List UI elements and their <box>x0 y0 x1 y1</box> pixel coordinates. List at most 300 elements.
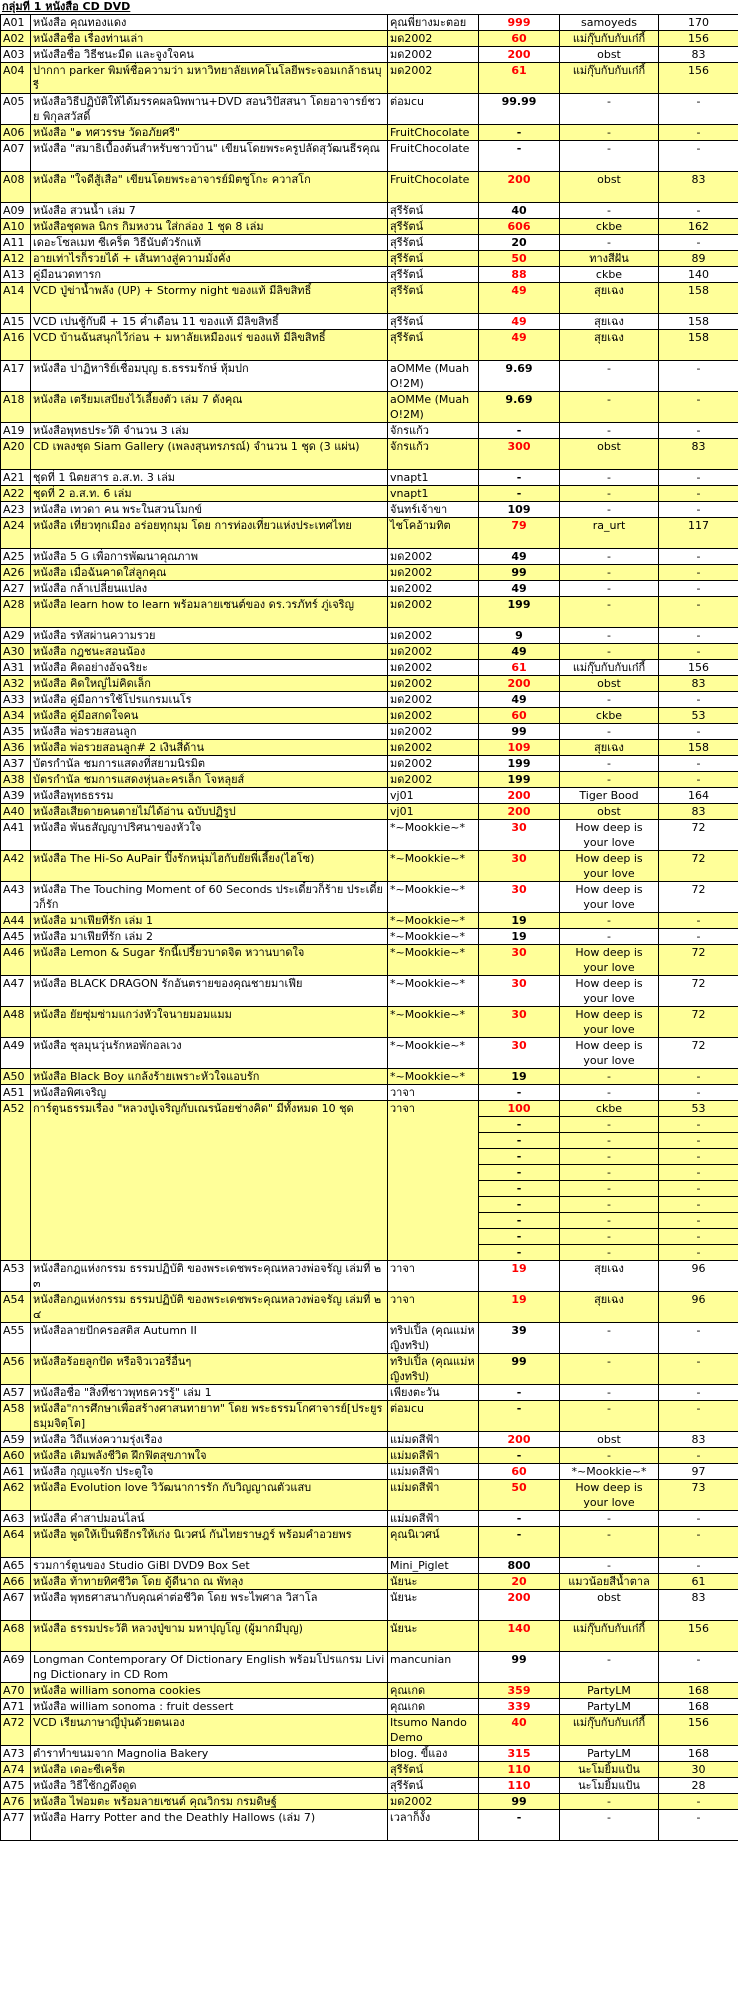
table-row <box>1 423 738 439</box>
table-row <box>1 772 738 788</box>
winning-bidder: How deep is your love <box>560 945 659 976</box>
item-description: ปากกา parker พิมพ์ชื่อความว่า มหาวิทยาลัยเทคโนโลยีพระจอมเกล้าธนบุรี <box>31 63 388 94</box>
table-row <box>1 502 738 518</box>
shipping-fee: 158 <box>659 283 738 314</box>
table-row <box>1 660 738 676</box>
shipping-fee: - <box>659 1354 738 1385</box>
winning-bidder: ra_urt <box>560 518 659 549</box>
item-description: หนังสือ เทวดา คน พระในสวนโมกข์ <box>31 502 388 518</box>
table-row <box>1 1511 738 1527</box>
winning-bidder: - <box>560 565 659 581</box>
bid-price: 19 <box>479 1261 560 1292</box>
item-code: A17 <box>1 361 31 392</box>
item-description: หนังสือเสียดายคนตายไม่ได้อ่าน ฉบับปฏิรูป <box>31 804 388 820</box>
shipping-fee: 83 <box>659 439 738 470</box>
bid-price: 30 <box>479 1038 560 1069</box>
winning-bidder: - <box>560 913 659 929</box>
seller-name: *~Mookkie~* <box>388 913 479 929</box>
item-description: หนังสือ พ่อรวยสอนลูก# 2 เงินสี่ด้าน <box>31 740 388 756</box>
shipping-fee: 156 <box>659 63 738 94</box>
winning-bidder: แม่กุ๊บกับกับเก๋กี้ <box>560 1621 659 1652</box>
seller-name: สุรีรัตน์ <box>388 1762 479 1778</box>
bid-price: 39 <box>479 1323 560 1354</box>
bid-price: 199 <box>479 772 560 788</box>
item-code: A50 <box>1 1069 31 1085</box>
seller-name: มด2002 <box>388 31 479 47</box>
item-code: A67 <box>1 1590 31 1621</box>
item-code: A27 <box>1 581 31 597</box>
shipping-fee: 158 <box>659 314 738 330</box>
item-description: VCD บ้านฉันสนุกไว้ก่อน + มหาลัยเหมืองแร่ ของแท้ มีลิขสิทธิ์ <box>31 330 388 361</box>
winning-bidder: สุยเฉง <box>560 330 659 361</box>
item-description: VCD เปนชู้กับผี + 15 ค่ำเดือน 11 ของแท้ มีลิขสิทธิ์ <box>31 314 388 330</box>
seller-name: คุณเกด <box>388 1699 479 1715</box>
winning-bidder: How deep is your love <box>560 976 659 1007</box>
table-row <box>1 47 738 63</box>
seller-name: มด2002 <box>388 581 479 597</box>
shipping-fee: 158 <box>659 740 738 756</box>
bid-price: 110 <box>479 1778 560 1794</box>
bid-price: 339 <box>479 1699 560 1715</box>
table-row <box>1 1038 738 1069</box>
shipping-fee: 156 <box>659 31 738 47</box>
item-description: หนังสือ คุณทองแดง <box>31 15 388 31</box>
table-row <box>1 756 738 772</box>
winning-bidder: PartyLM <box>560 1699 659 1715</box>
item-code: A24 <box>1 518 31 549</box>
seller-name: วาจา <box>388 1085 479 1101</box>
bid-price: 140 <box>479 1621 560 1652</box>
item-code: A38 <box>1 772 31 788</box>
item-code: A63 <box>1 1511 31 1527</box>
winning-bidder: ckbe <box>560 267 659 283</box>
seller-name: Itsumo Nando Demo <box>388 1715 479 1746</box>
winning-bidder: obst <box>560 1590 659 1621</box>
table-row <box>1 1683 738 1699</box>
seller-name: ไชโคอ้ามทิต <box>388 518 479 549</box>
item-description: หนังสือ มาเฟียที่รัก เล่ม 2 <box>31 929 388 945</box>
winning-bidder: - <box>560 597 659 628</box>
shipping-fee: 170 <box>659 15 738 31</box>
item-description: หนังสือ 5 G เพื่อการพัฒนาคุณภาพ <box>31 549 388 565</box>
table-row <box>1 94 738 125</box>
table-row <box>1 1810 738 1841</box>
seller-name: *~Mookkie~* <box>388 1069 479 1085</box>
item-description: หนังสือพุทธธรรม <box>31 788 388 804</box>
table-row <box>1 1261 738 1292</box>
seller-name: มด2002 <box>388 724 479 740</box>
bid-price: - <box>479 423 560 439</box>
bid-price: 99 <box>479 1652 560 1683</box>
table-row <box>1 392 738 423</box>
shipping-fee: - <box>659 502 738 518</box>
item-description: หนังสือ ยัยซุ่มซ่ามแกว่งหัวใจนายมอมแมม <box>31 1007 388 1038</box>
bid-price: 9 <box>479 628 560 644</box>
shipping-fee: - <box>659 628 738 644</box>
shipping-fee: 156 <box>659 1621 738 1652</box>
table-row <box>1 439 738 470</box>
item-description: การ์ตูนธรรมเรื่อง "หลวงปู่เจริญกับเณรน้อยช่างคิด" มีทั้งหมด 10 ชุด <box>31 1101 388 1261</box>
bid-price: 61 <box>479 63 560 94</box>
bid-price: 19 <box>479 929 560 945</box>
shipping-fee: 30 <box>659 1762 738 1778</box>
seller-name: ต่อมcu <box>388 1401 479 1432</box>
shipping-fee: 97 <box>659 1464 738 1480</box>
seller-name: มด2002 <box>388 676 479 692</box>
winning-bidder: - <box>560 392 659 423</box>
seller-name: FruitChocolate <box>388 125 479 141</box>
shipping-fee: - <box>659 470 738 486</box>
item-description: หนังสือ มาเฟียที่รัก เล่ม 1 <box>31 913 388 929</box>
item-code: A44 <box>1 913 31 929</box>
item-code: A19 <box>1 423 31 439</box>
seller-name: มด2002 <box>388 660 479 676</box>
item-description: หนังสือชื่อ วิธีชนะมืด และจูงใจคน <box>31 47 388 63</box>
bid-price: 49 <box>479 330 560 361</box>
seller-name: คุณนิเวศน์ <box>388 1527 479 1558</box>
shipping-fee: - <box>659 1323 738 1354</box>
table-row <box>1 1432 738 1448</box>
shipping-fee: 117 <box>659 518 738 549</box>
table-row <box>1 788 738 804</box>
item-code: A33 <box>1 692 31 708</box>
item-code: A58 <box>1 1401 31 1432</box>
winning-bidder: - <box>560 1181 659 1197</box>
winning-bidder: Tiger Bood <box>560 788 659 804</box>
bid-price: - <box>479 1213 560 1229</box>
winning-bidder: - <box>560 692 659 708</box>
table-row <box>1 581 738 597</box>
seller-name: แม่มดสีฟ้า <box>388 1480 479 1511</box>
table-row <box>1 1292 738 1323</box>
shipping-fee: - <box>659 94 738 125</box>
seller-name: แม่มดสีฟ้า <box>388 1432 479 1448</box>
item-description: หนังสือชุดพล นิกร กิมหงวน ใส่กล่อง 1 ชุด 8 เล่ม <box>31 219 388 235</box>
shipping-fee: 83 <box>659 804 738 820</box>
item-description: หนังสือ วิถีแห่งความรุ่งเรือง <box>31 1432 388 1448</box>
table-row <box>1 219 738 235</box>
item-code: A48 <box>1 1007 31 1038</box>
bid-price: 999 <box>479 15 560 31</box>
winning-bidder: PartyLM <box>560 1683 659 1699</box>
seller-name: แม่มดสีฟ้า <box>388 1511 479 1527</box>
shipping-fee: - <box>659 581 738 597</box>
table-row <box>1 470 738 486</box>
table-row <box>1 518 738 549</box>
winning-bidder: obst <box>560 676 659 692</box>
bid-price: - <box>479 1229 560 1245</box>
bid-price: - <box>479 1085 560 1101</box>
item-description: หนังสือร้อยลูกปัด หรือจิวเวอรี่อื่นๆ <box>31 1354 388 1385</box>
item-code: A16 <box>1 330 31 361</box>
bid-price: 99 <box>479 1794 560 1810</box>
table-row <box>1 31 738 47</box>
winning-bidder: - <box>560 1213 659 1229</box>
item-code: A54 <box>1 1292 31 1323</box>
bid-price: 200 <box>479 1590 560 1621</box>
bid-price: 199 <box>479 756 560 772</box>
seller-name: *~Mookkie~* <box>388 851 479 882</box>
winning-bidder: สุยเฉง <box>560 740 659 756</box>
item-code: A37 <box>1 756 31 772</box>
bid-price: 30 <box>479 945 560 976</box>
shipping-fee: - <box>659 772 738 788</box>
seller-name: vnapt1 <box>388 486 479 502</box>
seller-name: สุรีรัตน์ <box>388 267 479 283</box>
item-code: A29 <box>1 628 31 644</box>
shipping-fee: - <box>659 1181 738 1197</box>
table-row <box>1 740 738 756</box>
bid-price: 109 <box>479 502 560 518</box>
shipping-fee: 156 <box>659 660 738 676</box>
winning-bidder: - <box>560 724 659 740</box>
shipping-fee: - <box>659 1133 738 1149</box>
seller-name: เพียงตะวัน <box>388 1385 479 1401</box>
winning-bidder: - <box>560 1527 659 1558</box>
seller-name: มด2002 <box>388 1794 479 1810</box>
table-row <box>1 820 738 851</box>
item-code: A34 <box>1 708 31 724</box>
winning-bidder: - <box>560 1558 659 1574</box>
item-code: A62 <box>1 1480 31 1511</box>
shipping-fee: 83 <box>659 676 738 692</box>
table-row <box>1 692 738 708</box>
winning-bidder: - <box>560 1401 659 1432</box>
item-code: A09 <box>1 203 31 219</box>
bid-price: 61 <box>479 660 560 676</box>
table-row <box>1 708 738 724</box>
item-description: หนังสือ กล้าเปลี่ยนแปลง <box>31 581 388 597</box>
bid-price: 49 <box>479 283 560 314</box>
bid-price: - <box>479 1149 560 1165</box>
item-description: ตำราทำขนมจาก Magnolia Bakery <box>31 1746 388 1762</box>
item-code: A18 <box>1 392 31 423</box>
table-row <box>1 851 738 882</box>
seller-name: คุณพี่ยางมะตอย <box>388 15 479 31</box>
bid-price: - <box>479 1511 560 1527</box>
shipping-fee: 72 <box>659 882 738 913</box>
item-code: A35 <box>1 724 31 740</box>
bid-price: - <box>479 470 560 486</box>
bid-price: 109 <box>479 740 560 756</box>
winning-bidder: - <box>560 1245 659 1261</box>
seller-name: ต่อมcu <box>388 94 479 125</box>
item-code: A71 <box>1 1699 31 1715</box>
shipping-fee: - <box>659 1085 738 1101</box>
item-description: คู่มือนวดทารก <box>31 267 388 283</box>
item-description: หนังสือ คู่มือการใช้โปรแกรมเนโร <box>31 692 388 708</box>
shipping-fee: 72 <box>659 1038 738 1069</box>
item-code: A21 <box>1 470 31 486</box>
bid-price: 606 <box>479 219 560 235</box>
item-code: A06 <box>1 125 31 141</box>
shipping-fee: - <box>659 1527 738 1558</box>
table-row <box>1 913 738 929</box>
winning-bidder: นะโมยิ้มแป้น <box>560 1762 659 1778</box>
shipping-fee: - <box>659 1149 738 1165</box>
bid-price: 88 <box>479 267 560 283</box>
item-description: หนังสือ วิธีใช้กฎดึงดูด <box>31 1778 388 1794</box>
item-code: A15 <box>1 314 31 330</box>
winning-bidder: ทางสีฝัน <box>560 251 659 267</box>
bid-price: - <box>479 1448 560 1464</box>
item-code: A02 <box>1 31 31 47</box>
winning-bidder: ckbe <box>560 1101 659 1117</box>
winning-bidder: - <box>560 1133 659 1149</box>
bid-price: 200 <box>479 47 560 63</box>
item-description: หนังสือ The Hi-So AuPair ปิ๊งรักหนุ่มไฮกับยัยพี่เลี้ยง(ไฮโซ) <box>31 851 388 882</box>
seller-name: นัยนะ <box>388 1621 479 1652</box>
seller-name: สุรีรัตน์ <box>388 219 479 235</box>
item-description: หนังสือ เติมพลังชีวิต ฝึกฟิตสุขภาพใจ <box>31 1448 388 1464</box>
shipping-fee: - <box>659 203 738 219</box>
shipping-fee: 61 <box>659 1574 738 1590</box>
shipping-fee: - <box>659 929 738 945</box>
bid-price: - <box>479 1181 560 1197</box>
item-description: หนังสือชื่อ "สิ่งที่ชาวพุทธควรรู้" เล่ม 1 <box>31 1385 388 1401</box>
seller-name: *~Mookkie~* <box>388 882 479 913</box>
bid-price: 300 <box>479 439 560 470</box>
bid-price: 30 <box>479 851 560 882</box>
table-row <box>1 1574 738 1590</box>
seller-name: จักรแก้ว <box>388 439 479 470</box>
bid-price: - <box>479 1245 560 1261</box>
item-code: A61 <box>1 1464 31 1480</box>
seller-name: *~Mookkie~* <box>388 929 479 945</box>
shipping-fee: - <box>659 692 738 708</box>
table-row <box>1 929 738 945</box>
table-row <box>1 597 738 628</box>
item-description: เดอะโซลเมท ซีเคร็ต วิธีนับตัวรักแท้ <box>31 235 388 251</box>
item-code: A57 <box>1 1385 31 1401</box>
item-description: หนังสือพิศเจริญ <box>31 1085 388 1101</box>
item-code: A31 <box>1 660 31 676</box>
item-code: A32 <box>1 676 31 692</box>
item-description: หนังสือ "๑ ทศวรรษ วัดอภัยศรี" <box>31 125 388 141</box>
bid-price: 60 <box>479 708 560 724</box>
item-code: A12 <box>1 251 31 267</box>
item-code: A03 <box>1 47 31 63</box>
winning-bidder: - <box>560 486 659 502</box>
seller-name: สุรีรัตน์ <box>388 203 479 219</box>
table-row <box>1 1699 738 1715</box>
shipping-fee: - <box>659 423 738 439</box>
item-code: A40 <box>1 804 31 820</box>
bid-price: 60 <box>479 1464 560 1480</box>
shipping-fee: 53 <box>659 708 738 724</box>
table-row <box>1 1762 738 1778</box>
shipping-fee: - <box>659 1401 738 1432</box>
item-code: A01 <box>1 15 31 31</box>
winning-bidder: - <box>560 1652 659 1683</box>
table-row <box>1 1354 738 1385</box>
item-description: หนังสือ พ่อรวยสอนลูก <box>31 724 388 740</box>
shipping-fee: - <box>659 597 738 628</box>
bid-price: 60 <box>479 31 560 47</box>
item-code: A70 <box>1 1683 31 1699</box>
winning-bidder: - <box>560 235 659 251</box>
seller-name: เวลาก็งั้ง <box>388 1810 479 1841</box>
seller-name: มด2002 <box>388 692 479 708</box>
seller-name: vj01 <box>388 804 479 820</box>
shipping-fee: 83 <box>659 47 738 63</box>
bid-price: 800 <box>479 1558 560 1574</box>
shipping-fee: 168 <box>659 1746 738 1762</box>
seller-name: vnapt1 <box>388 470 479 486</box>
seller-name: มด2002 <box>388 565 479 581</box>
seller-name: มด2002 <box>388 708 479 724</box>
item-code: A64 <box>1 1527 31 1558</box>
winning-bidder: How deep is your love <box>560 882 659 913</box>
table-row <box>1 203 738 219</box>
item-description: ชุดที่ 1 นิตยสาร อ.ส.ท. 3 เล่ม <box>31 470 388 486</box>
bid-price: - <box>479 141 560 172</box>
bid-price: 19 <box>479 1292 560 1323</box>
bid-price: - <box>479 1385 560 1401</box>
shipping-fee: 28 <box>659 1778 738 1794</box>
winning-bidder: - <box>560 361 659 392</box>
item-description: หนังสือ สวนน้ำ เล่ม 7 <box>31 203 388 219</box>
seller-name: aOMMe (MuahO!2M) <box>388 392 479 423</box>
item-description: VCD ปู่ข่าน้ำพลัง (UP) + Stormy night ของแท้ มีลิขสิทธิ์ <box>31 283 388 314</box>
bid-price: 49 <box>479 644 560 660</box>
bid-price: 50 <box>479 1480 560 1511</box>
bid-price: 20 <box>479 1574 560 1590</box>
table-row <box>1 1558 738 1574</box>
table-row <box>1 628 738 644</box>
table-row <box>1 1527 738 1558</box>
bid-price: 315 <box>479 1746 560 1762</box>
seller-name: mancunian <box>388 1652 479 1683</box>
seller-name: *~Mookkie~* <box>388 976 479 1007</box>
item-description: หนังสือ เที่ยวทุกเมือง อร่อยทุกมุม โดย การท่องเที่ยวแห่งประเทศไทย <box>31 518 388 549</box>
winning-bidder: - <box>560 1511 659 1527</box>
shipping-fee: - <box>659 1165 738 1181</box>
item-code: A73 <box>1 1746 31 1762</box>
bid-price: 40 <box>479 203 560 219</box>
item-code: A36 <box>1 740 31 756</box>
winning-bidder: - <box>560 502 659 518</box>
winning-bidder: obst <box>560 47 659 63</box>
item-description: หนังสือ Black Boy แกล้งร้ายเพราะหัวใจแอบรัก <box>31 1069 388 1085</box>
winning-bidder: - <box>560 549 659 565</box>
winning-bidder: - <box>560 1385 659 1401</box>
table-row <box>1 141 738 172</box>
seller-name: วาจา <box>388 1261 479 1292</box>
shipping-fee: 83 <box>659 172 738 203</box>
seller-name: vj01 <box>388 788 479 804</box>
item-code: A11 <box>1 235 31 251</box>
shipping-fee: 168 <box>659 1699 738 1715</box>
item-description: หนังสือ พุทธศาสนากับคุณค่าต่อชีวิต โดย พระไพศาล วิสาโล <box>31 1590 388 1621</box>
winning-bidder: แมวน้อยสีน้ำตาล <box>560 1574 659 1590</box>
shipping-fee: 72 <box>659 820 738 851</box>
item-code: A76 <box>1 1794 31 1810</box>
shipping-fee: - <box>659 1448 738 1464</box>
seller-name: ทริปเปิ้ล (คุณแม่หญิงทริป) <box>388 1323 479 1354</box>
bid-price: 200 <box>479 676 560 692</box>
item-description: หนังสือวิธีปฏิบัติให้ได้มรรคผลนิพพาน+DVD สอนวิปัสสนา โดยอาจารย์ชวย พิกุลสวัสดิ์ <box>31 94 388 125</box>
winning-bidder: PartyLM <box>560 1746 659 1762</box>
item-description: หนังสือ Lemon & Sugar รักนี้เปรี้ยวบาดจิต หวานบาดใจ <box>31 945 388 976</box>
winning-bidder: ckbe <box>560 219 659 235</box>
seller-name: มด2002 <box>388 628 479 644</box>
item-code: A77 <box>1 1810 31 1841</box>
item-description: หนังสือ "สมาธิเบื้องต้นสำหรับชาวบ้าน" เขียนโดยพระครูปลัดสุวัฒนธีรคุณ <box>31 141 388 172</box>
winning-bidder: How deep is your love <box>560 851 659 882</box>
item-code: A43 <box>1 882 31 913</box>
bid-price: 99 <box>479 565 560 581</box>
